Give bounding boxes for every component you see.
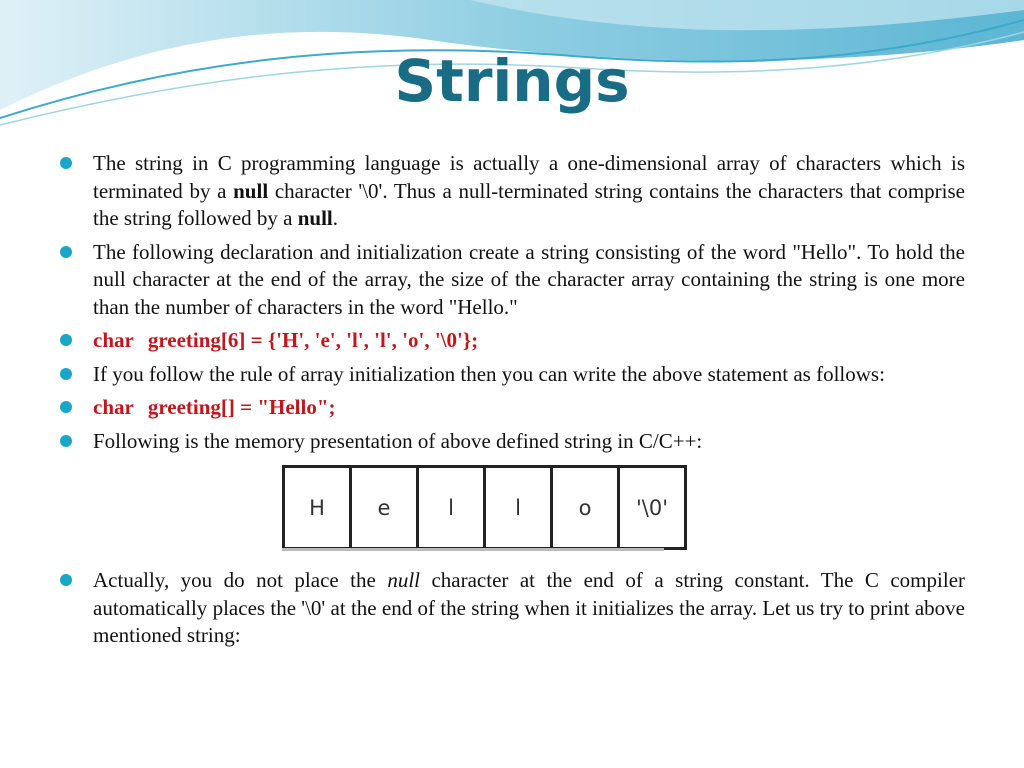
memory-cells — [282, 465, 687, 550]
memory-cell: o — [550, 468, 617, 547]
code-line: char greeting[6] = {'H', 'e', 'l', 'l', 'o', '\0'}; — [60, 327, 965, 355]
bullet-icon — [60, 368, 72, 380]
memory-diagram-shadow — [282, 548, 664, 551]
list-item: The following declaration and initialization create a string consisting of the word "Hello". To hold the null character at the end of the array, the size of the character array containing the string is one more than the number of characters in the word "Hello." — [60, 239, 965, 322]
bullet-icon — [60, 246, 72, 258]
bullet-list — [60, 150, 965, 455]
bullet-icon — [60, 334, 72, 346]
slide-content — [60, 150, 965, 656]
memory-diagram — [60, 459, 965, 557]
bullet-icon — [60, 574, 72, 586]
memory-cell: '\0' — [617, 468, 684, 547]
memory-cell: e — [349, 468, 416, 547]
memory-cell: l — [416, 468, 483, 547]
page-title: Strings — [394, 47, 630, 115]
list-item: Following is the memory presentation of above defined string in C/C++: — [60, 428, 965, 456]
bullet-icon — [60, 435, 72, 447]
bullet-icon — [60, 157, 72, 169]
memory-cell: l — [483, 468, 550, 547]
bullet-icon — [60, 401, 72, 413]
list-item: Actually, you do not place the null character at the end of a string constant. The C compiler automatically places the '\0' at the end of the string when it initializes the array. Let us try to print above mentioned string: — [60, 567, 965, 650]
list-item: If you follow the rule of array initialization then you can write the above statement as follows: — [60, 361, 965, 389]
bullet-list — [60, 567, 965, 650]
code-line: char greeting[] = "Hello"; — [60, 394, 965, 422]
list-item: The string in C programming language is actually a one-dimensional array of characters which is terminated by a null character '\0'. Thus a null-terminated string contains the characters that comprise the string followed by a null. — [60, 150, 965, 233]
memory-cell: H — [282, 468, 349, 547]
